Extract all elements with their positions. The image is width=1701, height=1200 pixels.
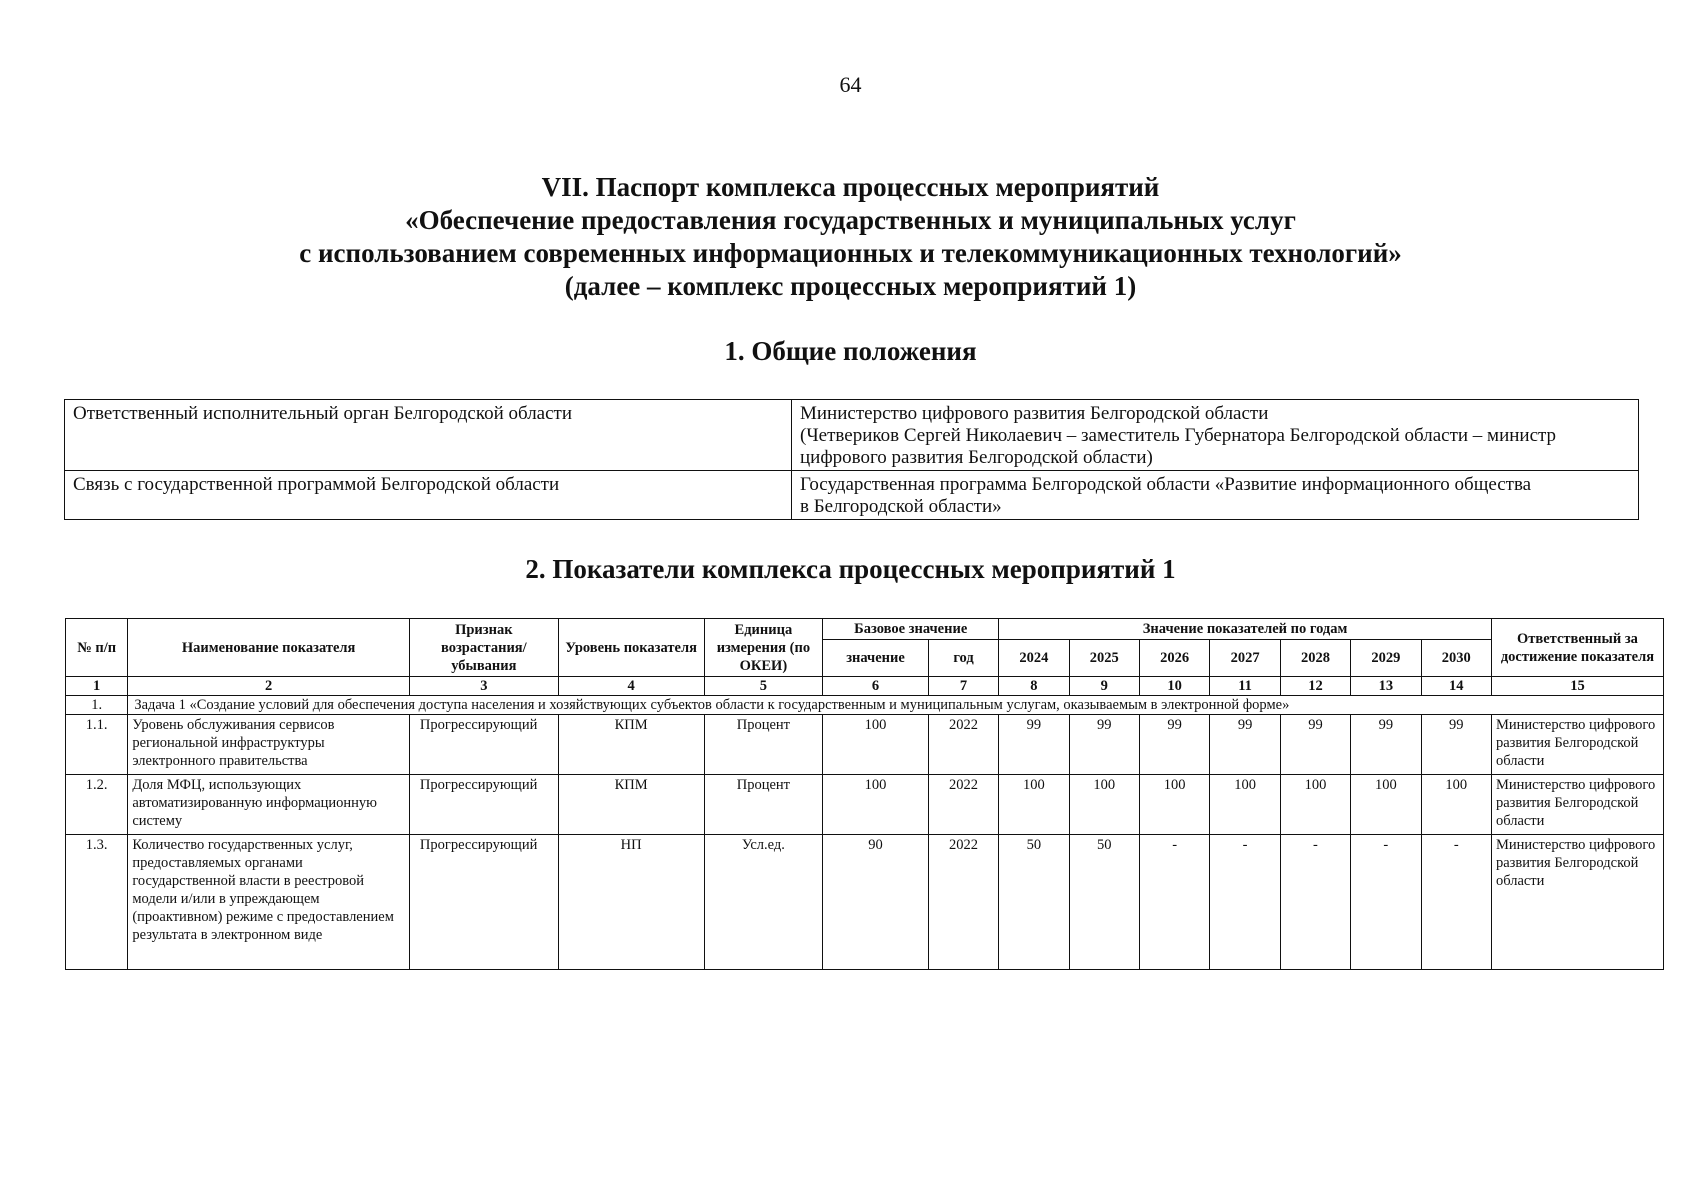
column-number: 14: [1421, 677, 1491, 696]
header-base: Базовое значение: [823, 619, 999, 640]
table-row: [66, 715, 1664, 775]
base-value: 100: [823, 715, 929, 775]
header-row: [66, 619, 1664, 640]
responsible: Министерство цифрового развития Белгородской области: [1491, 715, 1663, 775]
document-title: [0, 171, 1701, 303]
year-value: 99: [1210, 715, 1280, 775]
column-number: 3: [409, 677, 558, 696]
header-base-value: значение: [823, 640, 929, 677]
header-year: 2026: [1139, 640, 1209, 677]
indicator-trend: Прогрессирующий: [409, 775, 558, 835]
general-provisions-table: [64, 399, 1639, 520]
year-value: 50: [1069, 835, 1139, 970]
base-value: 100: [823, 775, 929, 835]
column-number: 9: [1069, 677, 1139, 696]
base-year: 2022: [928, 775, 998, 835]
task-row: [66, 696, 1664, 715]
page-number: 64: [839, 72, 862, 97]
section-title-indicators: 2. Показатели комплекса процессных мероприятий 1: [525, 554, 1176, 584]
column-number: 8: [999, 677, 1069, 696]
section-title-general: 1. Общие положения: [724, 336, 977, 366]
row-label: Ответственный исполнительный орган Белгородской области: [65, 400, 792, 471]
indicator-unit: Процент: [704, 775, 823, 835]
header-level: Уровень показателя: [558, 619, 704, 677]
value-line: в Белгородской области»: [800, 496, 1002, 517]
indicator-name: Доля МФЦ, использующих автоматизированную информационную систему: [128, 775, 410, 835]
header-name: Наименование показателя: [128, 619, 410, 677]
header-year: 2029: [1351, 640, 1421, 677]
responsible: Министерство цифрового развития Белгородской области: [1491, 835, 1663, 970]
year-value: 99: [1351, 715, 1421, 775]
indicator-level: КПМ: [558, 775, 704, 835]
indicator-trend: Прогрессирующий: [409, 715, 558, 775]
value-line: (Четвериков Сергей Николаевич – заместитель Губернатора Белгородской области – министр: [800, 425, 1557, 446]
column-number: 7: [928, 677, 998, 696]
table-row: [65, 471, 1639, 520]
header-year: 2030: [1421, 640, 1491, 677]
year-value: 99: [1421, 715, 1491, 775]
column-number-row: [66, 677, 1664, 696]
header-year: 2024: [999, 640, 1069, 677]
value-line: цифрового развития Белгородской области): [800, 447, 1153, 468]
year-value: 100: [1351, 775, 1421, 835]
column-number: 5: [704, 677, 823, 696]
row-num: 1.2.: [66, 775, 128, 835]
year-value: -: [1210, 835, 1280, 970]
year-value: 50: [999, 835, 1069, 970]
task-text: Задача 1 «Создание условий для обеспечения доступа населения и хозяйствующих субъектов области к государственным и муниципальным услугам, оказываемым в электронной форме»: [128, 696, 1664, 715]
indicator-level: НП: [558, 835, 704, 970]
row-label: Связь с государственной программой Белгородской области: [65, 471, 792, 520]
title-line: с использованием современных информационных и телекоммуникационных технологий»: [299, 238, 1402, 268]
table-row: [66, 775, 1664, 835]
year-value: -: [1280, 835, 1350, 970]
indicator-name: Уровень обслуживания сервисов региональной инфраструктуры электронного правительства: [128, 715, 410, 775]
indicator-level: КПМ: [558, 715, 704, 775]
year-value: 99: [1139, 715, 1209, 775]
year-value: 99: [1280, 715, 1350, 775]
table-row: [65, 400, 1639, 471]
year-value: 100: [1210, 775, 1280, 835]
column-number: 4: [558, 677, 704, 696]
row-num: 1.3.: [66, 835, 128, 970]
title-line: VII. Паспорт комплекса процессных мероприятий: [541, 172, 1160, 202]
header-num: № п/п: [66, 619, 128, 677]
year-value: 99: [999, 715, 1069, 775]
column-number: 1: [66, 677, 128, 696]
year-value: -: [1351, 835, 1421, 970]
indicator-unit: Процент: [704, 715, 823, 775]
column-number: 10: [1139, 677, 1209, 696]
row-value: [792, 471, 1639, 520]
year-value: 100: [1280, 775, 1350, 835]
task-num: 1.: [66, 696, 128, 715]
year-value: -: [1421, 835, 1491, 970]
base-value: 90: [823, 835, 929, 970]
base-year: 2022: [928, 715, 998, 775]
row-value: [792, 400, 1639, 471]
header-trend: Признак возрастания/ убывания: [409, 619, 558, 677]
indicators-table: [65, 618, 1664, 970]
header-responsible: Ответственный за достижение показателя: [1491, 619, 1663, 677]
year-value: 100: [1069, 775, 1139, 835]
indicator-unit: Усл.ед.: [704, 835, 823, 970]
column-number: 15: [1491, 677, 1663, 696]
title-line: (далее – комплекс процессных мероприятий 1): [564, 271, 1137, 301]
header-year: 2027: [1210, 640, 1280, 677]
column-number: 11: [1210, 677, 1280, 696]
header-year: 2028: [1280, 640, 1350, 677]
year-value: -: [1139, 835, 1209, 970]
responsible: Министерство цифрового развития Белгородской области: [1491, 775, 1663, 835]
indicator-trend: Прогрессирующий: [409, 835, 558, 970]
column-number: 6: [823, 677, 929, 696]
header-unit: Единица измерения (по ОКЕИ): [704, 619, 823, 677]
column-number: 13: [1351, 677, 1421, 696]
title-line: «Обеспечение предоставления государственных и муниципальных услуг: [405, 205, 1296, 235]
column-number: 12: [1280, 677, 1350, 696]
header-years-group: Значение показателей по годам: [999, 619, 1492, 640]
year-value: 100: [1421, 775, 1491, 835]
indicator-name: Количество государственных услуг, предоставляемых органами государственной власти в реестровой модели и/или в упреждающем (проактивном) режиме с предоставлением результата в электронном виде: [128, 835, 410, 970]
year-value: 100: [1139, 775, 1209, 835]
header-base-year: год: [928, 640, 998, 677]
year-value: 99: [1069, 715, 1139, 775]
value-line: Министерство цифрового развития Белгородской области: [800, 403, 1269, 424]
base-year: 2022: [928, 835, 998, 970]
row-num: 1.1.: [66, 715, 128, 775]
header-year: 2025: [1069, 640, 1139, 677]
column-number: 2: [128, 677, 410, 696]
value-line: Государственная программа Белгородской области «Развитие информационного общества: [800, 474, 1532, 495]
table-row: [66, 835, 1664, 970]
year-value: 100: [999, 775, 1069, 835]
